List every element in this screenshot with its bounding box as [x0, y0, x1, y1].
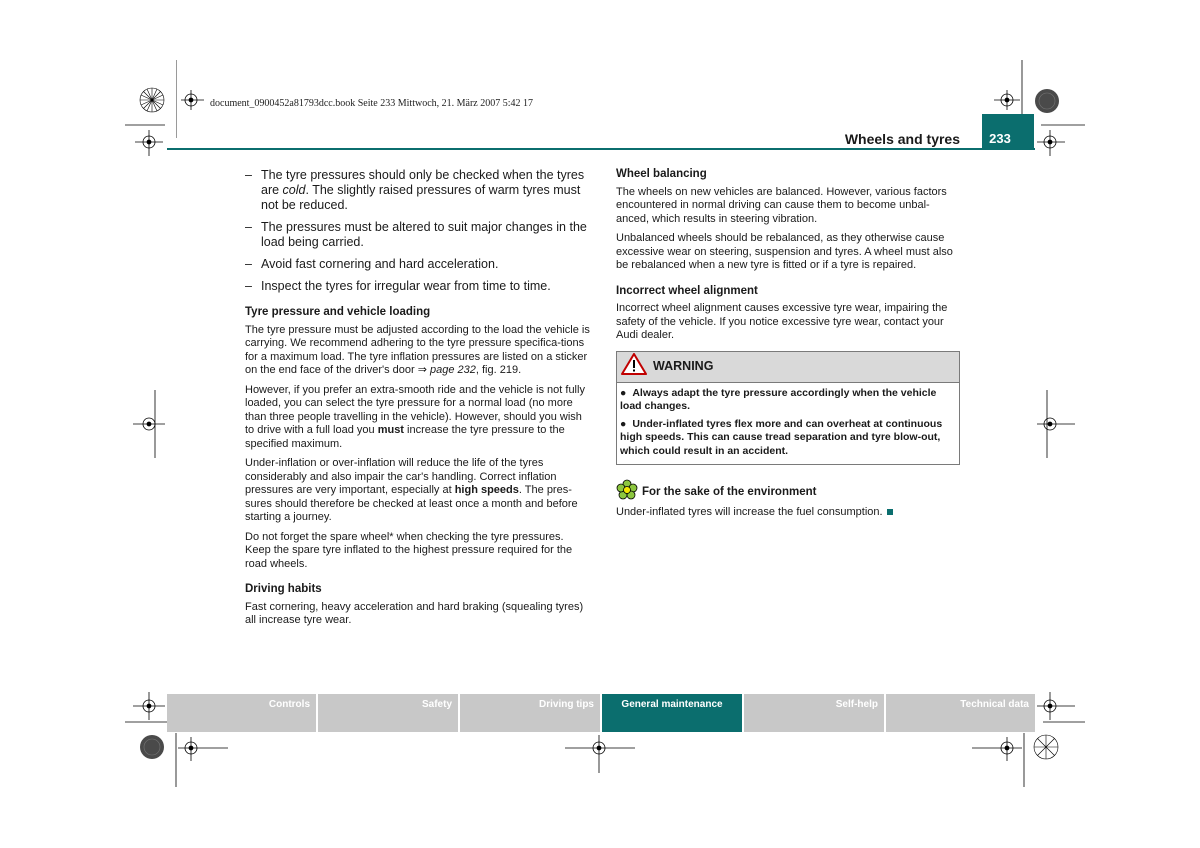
dash-item: – Avoid fast cornering and hard acceleration. — [245, 257, 590, 272]
crosshair-mark-bottom-right — [1035, 688, 1085, 728]
bold-text: high speeds — [454, 484, 519, 496]
dash-item: – The pressures must be altered to suit major changes in the load being carried. — [245, 220, 590, 250]
warning-item — [620, 387, 956, 414]
emphasis-text: cold — [282, 183, 306, 197]
page-reference-link[interactable]: ⇒ page 232 — [417, 364, 476, 376]
paragraph — [245, 384, 590, 452]
warning-text: Under-inflated tyres flex more and can overheat at continuous high speeds. This can cause tread separation and tyre blow-out, which could result in an accident. — [620, 417, 943, 457]
registration-mark-top-right — [1034, 88, 1064, 118]
warning-triangle-icon — [621, 353, 647, 380]
crosshair-mark-right-upper — [1035, 122, 1085, 167]
warning-item — [620, 418, 956, 459]
tab-self-help[interactable]: Self-help — [744, 694, 886, 732]
environment-text — [616, 506, 960, 520]
paragraph: The wheels on new vehicles are balanced. However, various factors encountered in normal driving can cause them to become unbal-anced, which results in steering vibration. — [616, 185, 947, 225]
paragraph-text: increase the tyre pressure to the specified maximum. — [245, 424, 565, 450]
paragraph-text: The tyre pressure must be adjusted according to the load the vehicle is carrying. We recommend adhering to the tyre pressure specifica-tions for a maximum load. The tyre inflation pressures are listed on a sticker on the end face of the driver's door — [245, 323, 590, 376]
tab-general-maintenance[interactable]: General maintenance — [602, 694, 744, 732]
paragraph-text: Under-inflated tyres will increase the fuel consumption. — [616, 505, 883, 518]
bold-text: must — [377, 424, 404, 436]
dash-item — [245, 168, 590, 213]
section-title: Wheels and tyres — [844, 131, 960, 147]
bullet-icon: ● — [620, 386, 627, 399]
warning-title: WARNING — [653, 358, 714, 373]
end-of-section-icon — [887, 509, 893, 515]
paragraph-text: Under-inflation or over-inflation will reduce the life of the tyres considerably and also impair the car's handling. Correct inflation pressures are very important, especially at — [245, 457, 557, 496]
bullet-icon: ● — [620, 417, 627, 430]
dash-item: – Inspect the tyres for irregular wear from time to time. — [245, 279, 590, 294]
paragraph: Unbalanced wheels should be rebalanced, as they otherwise cause excessive wear on steering, suspension and tyres. A wheel must also be rebalanced when a new tyre is fitted or if a tyre is repaired. — [616, 232, 953, 271]
crosshair-mark-bottom-center — [565, 733, 635, 775]
right-column — [616, 168, 960, 525]
dash-text: . The slightly raised pressures of warm tyres must not be reduced. — [261, 183, 581, 212]
paragraph: Incorrect wheel alignment causes excessive tyre wear, impairing the safety of the vehicle. If you notice excessive tyre wear, contact your Audi dealer. — [616, 302, 948, 341]
environment-title: For the sake of the environment — [642, 485, 817, 498]
paragraph — [245, 457, 590, 525]
crosshair-mark-left-middle — [125, 390, 170, 460]
paragraph: Do not forget the spare wheel* when checking the tyre pressures. Keep the spare tyre inflated to the highest pressure required for the road wheels. — [245, 530, 573, 570]
heading-wheel-balancing: Wheel balancing — [616, 168, 707, 180]
tab-controls[interactable]: Controls — [167, 694, 318, 732]
tab-driving-tips[interactable]: Driving tips — [460, 694, 602, 732]
paragraph-text: . The pres-sures should therefore be checked at least once a month and before starting a journey. — [245, 484, 578, 523]
crosshair-mark-bottom-right-2 — [970, 733, 1026, 789]
heading-tyre-pressure-loading: Tyre pressure and vehicle loading — [245, 306, 431, 318]
warning-header — [617, 352, 959, 383]
paragraph: Fast cornering, heavy acceleration and hard braking (squealing tyres) all increase tyre wear. — [245, 600, 584, 626]
heading-wheel-alignment: Incorrect wheel alignment — [616, 284, 758, 297]
header-rule — [167, 148, 1035, 150]
warning-body — [617, 383, 959, 465]
chapter-tabs — [167, 694, 1035, 732]
registration-mark-bottom-left — [138, 733, 168, 763]
tab-technical-data[interactable]: Technical data — [886, 694, 1035, 732]
crosshair-mark-left-upper — [125, 122, 170, 167]
left-column — [245, 168, 590, 634]
crosshair-mark-bottom-left-2 — [174, 733, 230, 789]
paragraph-text: , fig. 219. — [475, 364, 522, 376]
heading-driving-habits: Driving habits — [245, 583, 322, 595]
flower-icon — [616, 479, 638, 506]
paragraph — [245, 324, 590, 378]
page-number: 233 — [989, 131, 1011, 146]
warning-box — [616, 351, 960, 466]
crosshair-mark-right-middle — [1035, 390, 1085, 460]
tab-safety[interactable]: Safety — [318, 694, 460, 732]
paragraph-text: However, if you prefer an extra-smooth ride and the vehicle is not fully loaded, you can select the tyre pressure for a normal load (no more than three people travelling in the vehicle). However, should you wish to drive with a full load you — [245, 383, 585, 436]
print-header: document_0900452a81793dcc.book Seite 233 Mittwoch, 21. März 2007 5:42 17 — [210, 98, 534, 109]
environment-heading — [616, 479, 960, 506]
warning-text: Always adapt the tyre pressure accordingly when the vehicle load changes. — [620, 386, 937, 412]
registration-mark-bottom-right — [1032, 733, 1062, 763]
dash-text: The tyre pressures should only be checked when the tyres are — [261, 168, 585, 197]
